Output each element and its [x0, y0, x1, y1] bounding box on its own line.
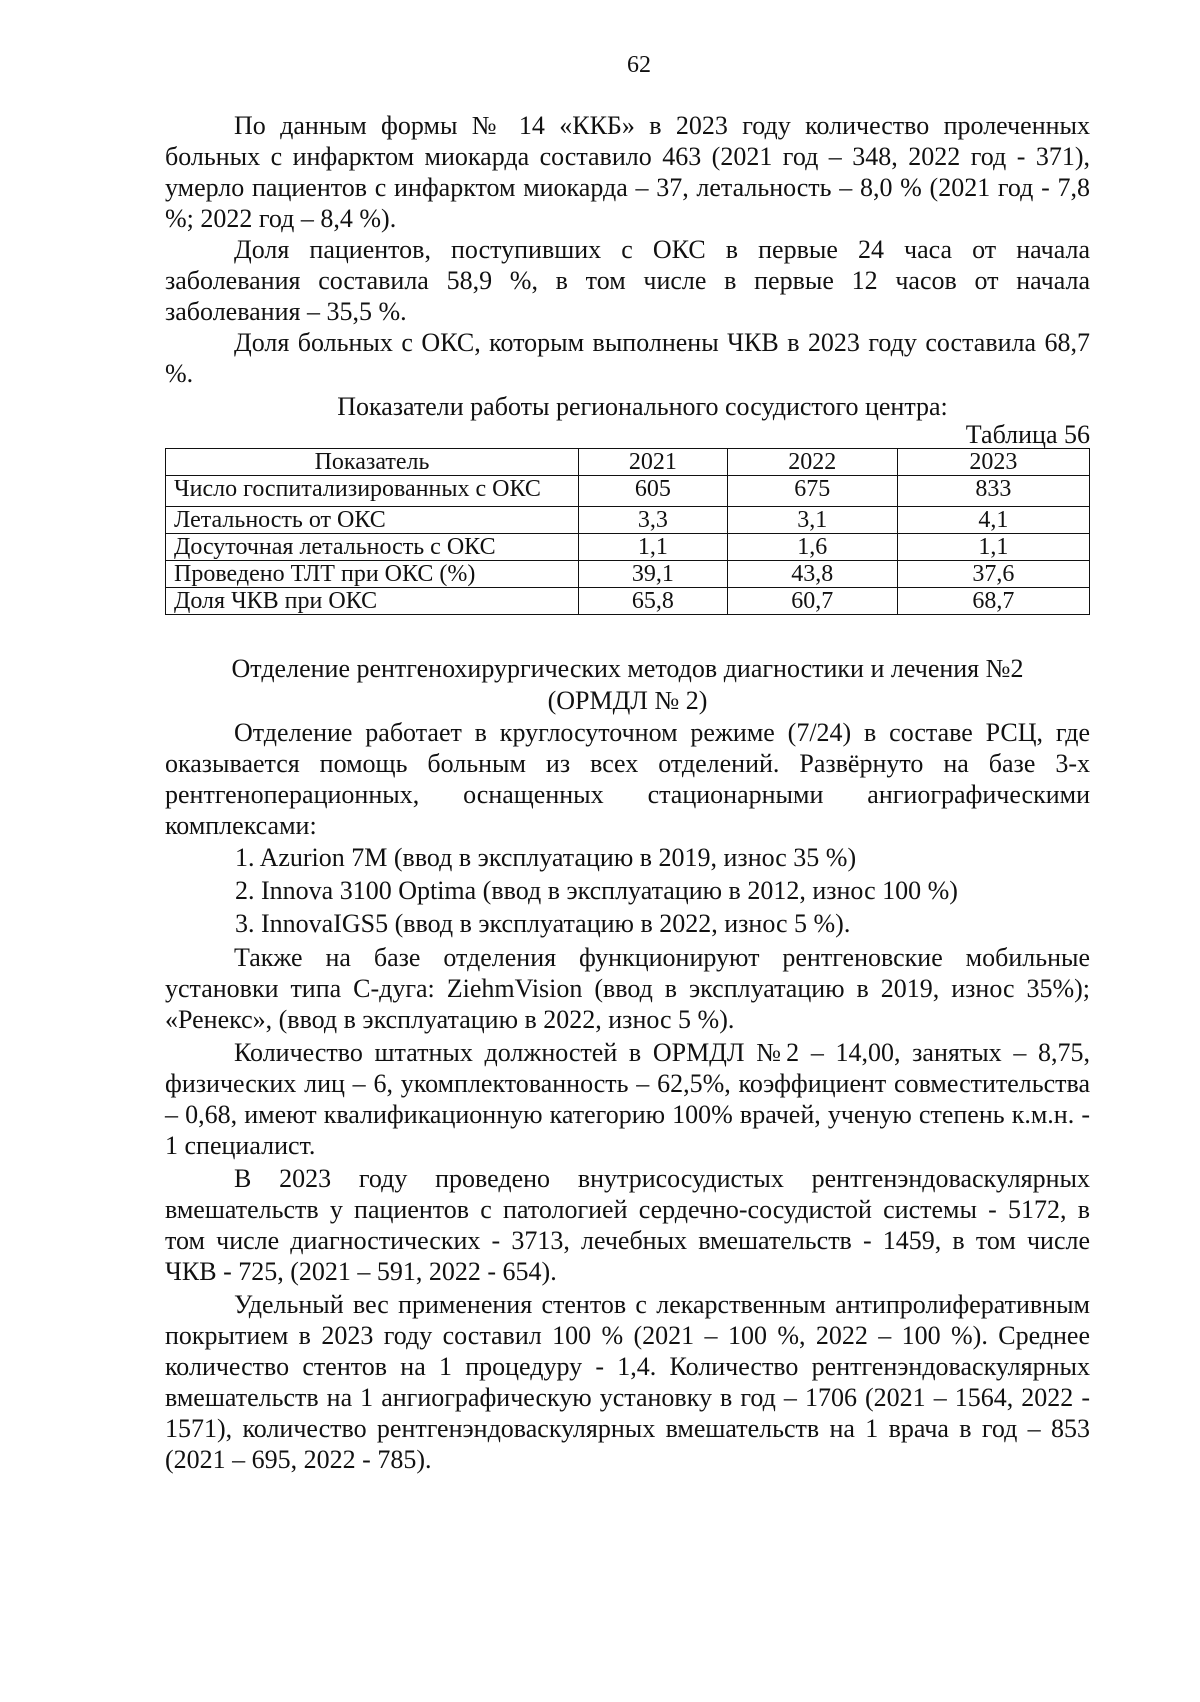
equipment-list — [165, 841, 1090, 940]
page-content — [165, 110, 1090, 1475]
list-item: 2. Innova 3100 Optima (ввод в эксплуатацию в 2012, износ 100 %) — [235, 876, 958, 905]
page-number: 62 — [627, 52, 651, 78]
table-cell-value: 605 — [579, 476, 728, 507]
table-cell-value: 1,6 — [727, 534, 897, 561]
paragraph-mobile-units: Также на базе отделения функционируют рентгеновские мобильные установки типа С-дуга: ZiehmVision (ввод в эксплуатацию в 2019, износ 35%); «Ренекс», (ввод в эксплуатацию в 2022, износ 5 %). — [165, 943, 1090, 1034]
table-number: Таблица 56 — [965, 420, 1090, 449]
vascular-center-table — [165, 448, 1090, 615]
paragraph-interventions: В 2023 году проведено внутрисосудистых рентгенэндоваскулярных вмешательств у пациентов с патологией сердечно-сосудистой системы - 5172, в том числе диагностических - 3713, лечебных вмешательств - 1459, в том числе ЧКВ - 725, (2021 – 591, 2022 - 654). — [165, 1164, 1090, 1286]
paragraph-department-description: Отделение работает в круглосуточном режиме (7/24) в составе РСЦ, где оказывается помощь больным из всех отделений. Развёрнуто на базе 3-х рентгеноперационных, оснащенных стационарными ангиографическими комплексами: — [165, 718, 1090, 840]
table-cell-label: Досуточная летальность с ОКС — [166, 534, 579, 561]
section-title — [165, 653, 1090, 717]
table-row — [166, 588, 1090, 615]
paragraph-pci-share: Доля больных с ОКС, которым выполнены ЧКВ в 2023 году составила 68,7 %. — [165, 328, 1090, 388]
table-cell-value: 3,3 — [579, 507, 728, 534]
table-cell-value: 37,6 — [897, 561, 1089, 588]
table-title: Показатели работы регионального сосудистого центра: — [337, 392, 948, 421]
table-cell-value: 1,1 — [579, 534, 728, 561]
paragraph-staffing: Количество штатных должностей в ОРМДЛ №2 – 14,00, занятых – 8,75, физических лиц – 6, укомплектованность – 62,5%, коэффициент совместительства – 0,68, имеют квалификационную категорию 100% врачей, ученую степень к.м.н. - 1 специалист. — [165, 1038, 1090, 1160]
table-cell-value: 39,1 — [579, 561, 728, 588]
table-row — [166, 507, 1090, 534]
table-cell-label: Доля ЧКВ при ОКС — [166, 588, 579, 615]
paragraph-stents: Удельный вес применения стентов с лекарственным антипролиферативным покрытием в 2023 году составил 100 % (2021 – 100 %, 2022 – 100 %). Среднее количество стентов на 1 процедуру - 1,4. Количество рентгенэндоваскулярных вмешательств на 1 ангиографическую установку в год – 1706 (2021 – 1564, 2022 - 1571), количество рентгенэндоваскулярных вмешательств на 1 врача в год – 853 (2021 – 695, 2022 - 785). — [165, 1290, 1090, 1474]
section-title-line: Отделение рентгенохирургических методов диагностики и лечения №2 — [231, 654, 1024, 683]
table-header-cell: 2022 — [727, 449, 897, 476]
section-title-line: (ОРМДЛ № 2) — [547, 686, 708, 715]
list-item: 3. InnovaIGS5 (ввод в эксплуатацию в 2022, износ 5 %). — [235, 909, 851, 938]
table-cell-value: 833 — [897, 476, 1089, 507]
paragraph-oks-admission-share: Доля пациентов, поступивших с ОКС в первые 24 часа от начала заболевания составила 58,9 %, в том числе в первые 12 часов от начала заболевания – 35,5 %. — [165, 235, 1090, 326]
table-header-cell: Показатель — [166, 449, 579, 476]
table-header-cell: 2021 — [579, 449, 728, 476]
table-header-cell: 2023 — [897, 449, 1089, 476]
list-item: 1. Azurion 7M (ввод в эксплуатацию в 2019, износ 35 %) — [235, 843, 857, 872]
table-header-row — [166, 449, 1090, 476]
table-cell-value: 68,7 — [897, 588, 1089, 615]
table-cell-label: Летальность от ОКС — [166, 507, 579, 534]
table-cell-label: Проведено ТЛТ при ОКС (%) — [166, 561, 579, 588]
table-cell-value: 4,1 — [897, 507, 1089, 534]
table-cell-value: 1,1 — [897, 534, 1089, 561]
table-cell-value: 65,8 — [579, 588, 728, 615]
table-cell-value: 3,1 — [727, 507, 897, 534]
table-cell-value: 43,8 — [727, 561, 897, 588]
table-row — [166, 476, 1090, 507]
table-cell-value: 675 — [727, 476, 897, 507]
table-cell-label: Число госпитализированных с ОКС — [166, 476, 579, 507]
table-row — [166, 534, 1090, 561]
paragraph-infarction-stats: По данным формы № 14 «ККБ» в 2023 году количество пролеченных больных с инфарктом миокарда составило 463 (2021 год – 348, 2022 год - 371), умерло пациентов с инфарктом миокарда – 37, летальность – 8,0 % (2021 год - 7,8 %; 2022 год – 8,4 %). — [165, 111, 1090, 233]
table-row — [166, 561, 1090, 588]
table-cell-value: 60,7 — [727, 588, 897, 615]
